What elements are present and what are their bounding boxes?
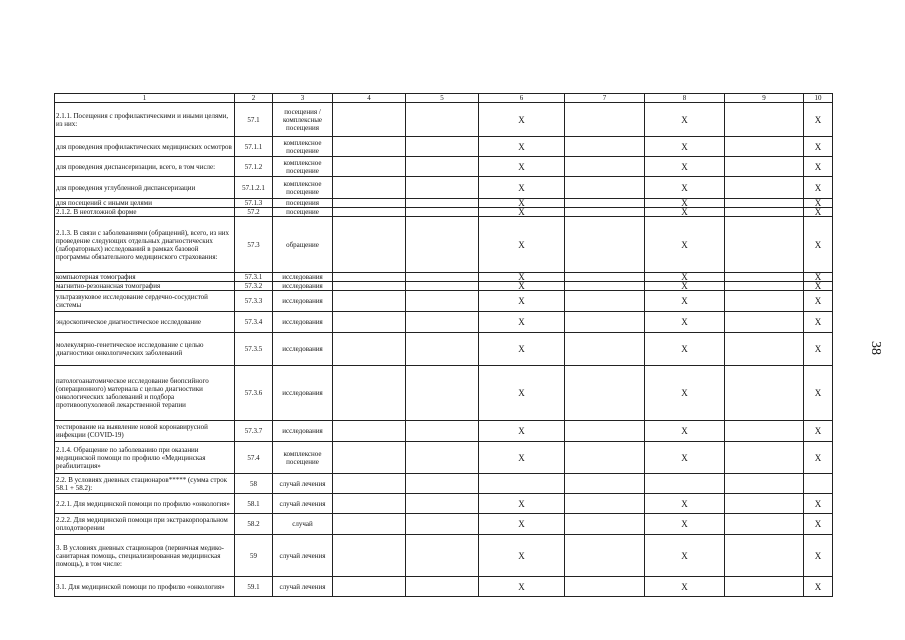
row-unit-cell: посещения / комплексные посещения: [273, 103, 333, 137]
row-col6-cell: Х: [479, 177, 565, 199]
row-unit-cell: случай лечения: [273, 577, 333, 597]
row-unit-cell: обращение: [273, 217, 333, 273]
row-col7-cell: [565, 312, 645, 333]
row-col8-cell: Х: [645, 273, 725, 282]
header-cell: 8: [645, 94, 725, 103]
row-col9-cell: [725, 177, 804, 199]
table-row: [55, 291, 833, 312]
row-code-cell: 59: [235, 535, 273, 577]
row-unit-cell: случай лечения: [273, 535, 333, 577]
row-col6-cell: Х: [479, 282, 565, 291]
header-cell: 2: [235, 94, 273, 103]
row-col5-cell: [406, 199, 479, 208]
row-unit-cell: исследования: [273, 282, 333, 291]
row-col9-cell: [725, 494, 804, 514]
row-col9-cell: [725, 273, 804, 282]
header-cell: 3: [273, 94, 333, 103]
row-col4-cell: [333, 535, 406, 577]
row-col10-cell: Х: [804, 494, 833, 514]
row-col9-cell: [725, 282, 804, 291]
row-code-cell: 59.1: [235, 577, 273, 597]
row-col7-cell: [565, 282, 645, 291]
row-col6-cell: Х: [479, 312, 565, 333]
table-row: [55, 273, 833, 282]
row-col8-cell: Х: [645, 333, 725, 366]
row-code-cell: 57.1.2.1: [235, 177, 273, 199]
row-col7-cell: [565, 157, 645, 177]
row-unit-cell: исследования: [273, 312, 333, 333]
row-col5-cell: [406, 273, 479, 282]
row-col5-cell: [406, 366, 479, 421]
row-col5-cell: [406, 442, 479, 474]
table-row: [55, 577, 833, 597]
row-code-cell: 58: [235, 474, 273, 494]
row-col4-cell: [333, 474, 406, 494]
row-col5-cell: [406, 535, 479, 577]
row-name-cell: 3. В условиях дневных стационаров (первичная медико-санитарная помощь, специализированная медицинская помощь), в том числе:: [55, 535, 235, 577]
row-unit-cell: комплексное посещение: [273, 157, 333, 177]
row-col8-cell: Х: [645, 282, 725, 291]
row-col7-cell: [565, 577, 645, 597]
header-cell: 1: [55, 94, 235, 103]
row-col9-cell: [725, 291, 804, 312]
row-col4-cell: [333, 494, 406, 514]
row-col7-cell: [565, 199, 645, 208]
row-col7-cell: [565, 514, 645, 535]
row-col7-cell: [565, 421, 645, 442]
row-col9-cell: [725, 333, 804, 366]
row-code-cell: 57.1.3: [235, 199, 273, 208]
row-col4-cell: [333, 421, 406, 442]
row-col10-cell: Х: [804, 199, 833, 208]
row-col6-cell: Х: [479, 421, 565, 442]
row-col4-cell: [333, 312, 406, 333]
row-col10-cell: Х: [804, 312, 833, 333]
row-col8-cell: [645, 474, 725, 494]
row-code-cell: 57.1.2: [235, 157, 273, 177]
row-col10-cell: Х: [804, 208, 833, 217]
row-col9-cell: [725, 217, 804, 273]
row-name-cell: компьютерная томография: [55, 273, 235, 282]
row-unit-cell: исследования: [273, 291, 333, 312]
row-unit-cell: исследования: [273, 273, 333, 282]
row-col7-cell: [565, 273, 645, 282]
row-col10-cell: Х: [804, 157, 833, 177]
row-col6-cell: Х: [479, 442, 565, 474]
row-col9-cell: [725, 157, 804, 177]
row-name-cell: 2.1.4. Обращение по заболеванию при оказании медицинской помощи по профилю «Медицинская реабилитация»: [55, 442, 235, 474]
document-sheet: [54, 93, 833, 597]
row-col4-cell: [333, 366, 406, 421]
row-col9-cell: [725, 421, 804, 442]
row-col8-cell: Х: [645, 514, 725, 535]
row-col8-cell: Х: [645, 177, 725, 199]
table-row: [55, 312, 833, 333]
row-col5-cell: [406, 577, 479, 597]
row-col9-cell: [725, 208, 804, 217]
row-col8-cell: Х: [645, 199, 725, 208]
row-col6-cell: Х: [479, 366, 565, 421]
row-col5-cell: [406, 514, 479, 535]
row-col9-cell: [725, 312, 804, 333]
row-col8-cell: Х: [645, 208, 725, 217]
row-col10-cell: Х: [804, 535, 833, 577]
row-col10-cell: Х: [804, 514, 833, 535]
row-code-cell: 58.2: [235, 514, 273, 535]
row-unit-cell: комплексное посещение: [273, 137, 333, 157]
table-body: [55, 103, 833, 597]
row-col8-cell: Х: [645, 442, 725, 474]
table-row: [55, 217, 833, 273]
row-col4-cell: [333, 273, 406, 282]
table-row: [55, 535, 833, 577]
row-name-cell: 2.1.1. Посещения с профилактическими и иными целями, из них:: [55, 103, 235, 137]
row-col5-cell: [406, 177, 479, 199]
row-col10-cell: Х: [804, 421, 833, 442]
header-cell: 5: [406, 94, 479, 103]
table-row: [55, 333, 833, 366]
row-col6-cell: Х: [479, 333, 565, 366]
row-col4-cell: [333, 282, 406, 291]
row-name-cell: для проведения профилактических медицинских осмотров: [55, 137, 235, 157]
table-row: [55, 282, 833, 291]
header-cell: 4: [333, 94, 406, 103]
row-col4-cell: [333, 442, 406, 474]
table-row: [55, 474, 833, 494]
row-name-cell: эндоскопическое диагностическое исследование: [55, 312, 235, 333]
row-col5-cell: [406, 312, 479, 333]
row-name-cell: 3.1. Для медицинской помощи по профилю «онкология»: [55, 577, 235, 597]
row-col6-cell: Х: [479, 291, 565, 312]
row-col10-cell: Х: [804, 177, 833, 199]
table-row: [55, 137, 833, 157]
row-col10-cell: Х: [804, 137, 833, 157]
row-col8-cell: Х: [645, 577, 725, 597]
row-col4-cell: [333, 103, 406, 137]
table-row: [55, 199, 833, 208]
row-col9-cell: [725, 535, 804, 577]
row-col4-cell: [333, 291, 406, 312]
row-col5-cell: [406, 494, 479, 514]
row-name-cell: 2.2.1. Для медицинской помощи по профилю «онкология»: [55, 494, 235, 514]
row-col4-cell: [333, 157, 406, 177]
row-col7-cell: [565, 442, 645, 474]
row-unit-cell: посещения: [273, 199, 333, 208]
row-col8-cell: Х: [645, 535, 725, 577]
row-col5-cell: [406, 217, 479, 273]
row-unit-cell: случай: [273, 514, 333, 535]
row-col7-cell: [565, 535, 645, 577]
row-col6-cell: Х: [479, 137, 565, 157]
row-col8-cell: Х: [645, 366, 725, 421]
row-name-cell: 2.1.2. В неотложной форме: [55, 208, 235, 217]
row-col5-cell: [406, 333, 479, 366]
row-col8-cell: Х: [645, 137, 725, 157]
row-name-cell: ультразвуковое исследование сердечно-сосудистой системы: [55, 291, 235, 312]
row-col7-cell: [565, 208, 645, 217]
row-col8-cell: Х: [645, 157, 725, 177]
header-cell: 7: [565, 94, 645, 103]
row-col6-cell: Х: [479, 514, 565, 535]
row-code-cell: 57.1.1: [235, 137, 273, 157]
row-col5-cell: [406, 157, 479, 177]
row-name-cell: 2.2. В условиях дневных стационаров***** (сумма строк 58.1 + 58.2):: [55, 474, 235, 494]
table-row: [55, 208, 833, 217]
row-unit-cell: исследования: [273, 333, 333, 366]
row-code-cell: 57.3.6: [235, 366, 273, 421]
row-code-cell: 57.3: [235, 217, 273, 273]
row-col8-cell: Х: [645, 291, 725, 312]
row-col6-cell: Х: [479, 273, 565, 282]
header-cell: 10: [804, 94, 833, 103]
header-cell: 6: [479, 94, 565, 103]
row-col5-cell: [406, 474, 479, 494]
row-name-cell: для проведения диспансеризации, всего, в том числе:: [55, 157, 235, 177]
row-col7-cell: [565, 137, 645, 157]
row-col10-cell: Х: [804, 366, 833, 421]
header-row: [55, 94, 833, 103]
row-col7-cell: [565, 333, 645, 366]
row-col4-cell: [333, 177, 406, 199]
row-col10-cell: Х: [804, 577, 833, 597]
row-col4-cell: [333, 208, 406, 217]
table-row: [55, 366, 833, 421]
row-code-cell: 57.1: [235, 103, 273, 137]
row-code-cell: 57.3.7: [235, 421, 273, 442]
row-unit-cell: комплексное посещение: [273, 442, 333, 474]
table-row: [55, 494, 833, 514]
row-unit-cell: посещение: [273, 208, 333, 217]
row-col9-cell: [725, 514, 804, 535]
row-col4-cell: [333, 577, 406, 597]
row-col10-cell: Х: [804, 103, 833, 137]
row-col5-cell: [406, 421, 479, 442]
row-col6-cell: Х: [479, 103, 565, 137]
header-cell: 9: [725, 94, 804, 103]
row-name-cell: 2.1.3. В связи с заболеваниями (обращений), всего, из них проведение следующих отдельных диагностических (лабораторных) исследований в рамках базовой программы обязательного медицинского страхования:: [55, 217, 235, 273]
table-row: [55, 177, 833, 199]
row-code-cell: 57.3.4: [235, 312, 273, 333]
row-col4-cell: [333, 199, 406, 208]
row-col4-cell: [333, 333, 406, 366]
row-col10-cell: Х: [804, 273, 833, 282]
row-col10-cell: [804, 474, 833, 494]
row-col6-cell: [479, 474, 565, 494]
row-col7-cell: [565, 291, 645, 312]
row-col10-cell: Х: [804, 291, 833, 312]
table-row: [55, 157, 833, 177]
row-code-cell: 58.1: [235, 494, 273, 514]
row-col6-cell: Х: [479, 208, 565, 217]
row-col8-cell: Х: [645, 217, 725, 273]
row-name-cell: патологоанатомическое исследование биопсийного (операционного) материала с целью диагностики онкологических заболеваний и подбора противоопухолевой лекарственной терапии: [55, 366, 235, 421]
row-col9-cell: [725, 442, 804, 474]
row-code-cell: 57.3.2: [235, 282, 273, 291]
row-col5-cell: [406, 103, 479, 137]
row-col10-cell: Х: [804, 217, 833, 273]
row-col4-cell: [333, 217, 406, 273]
row-col5-cell: [406, 282, 479, 291]
row-name-cell: 2.2.2. Для медицинской помощи при экстракорпоральном оплодотворении: [55, 514, 235, 535]
row-col5-cell: [406, 137, 479, 157]
row-name-cell: магнитно-резонансная томография: [55, 282, 235, 291]
data-table: [54, 93, 833, 597]
row-col6-cell: Х: [479, 494, 565, 514]
row-col6-cell: Х: [479, 217, 565, 273]
row-code-cell: 57.2: [235, 208, 273, 217]
row-col5-cell: [406, 291, 479, 312]
row-unit-cell: комплексное посещение: [273, 177, 333, 199]
row-col6-cell: Х: [479, 535, 565, 577]
row-col10-cell: Х: [804, 282, 833, 291]
row-col8-cell: Х: [645, 103, 725, 137]
row-code-cell: 57.3.1: [235, 273, 273, 282]
row-col10-cell: Х: [804, 333, 833, 366]
row-code-cell: 57.3.3: [235, 291, 273, 312]
row-col4-cell: [333, 137, 406, 157]
row-unit-cell: случай лечения: [273, 494, 333, 514]
row-col7-cell: [565, 177, 645, 199]
row-code-cell: 57.4: [235, 442, 273, 474]
row-name-cell: тестирование на выявление новой коронавирусной инфекции (COVID-19): [55, 421, 235, 442]
table-row: [55, 103, 833, 137]
row-col7-cell: [565, 217, 645, 273]
row-col7-cell: [565, 474, 645, 494]
row-col8-cell: Х: [645, 494, 725, 514]
table-row: [55, 442, 833, 474]
row-name-cell: молекулярно-генетическое исследование с целью диагностики онкологических заболеваний: [55, 333, 235, 366]
row-unit-cell: исследования: [273, 421, 333, 442]
row-col10-cell: Х: [804, 442, 833, 474]
row-col9-cell: [725, 366, 804, 421]
row-unit-cell: случай лечения: [273, 474, 333, 494]
row-col4-cell: [333, 514, 406, 535]
row-col9-cell: [725, 577, 804, 597]
row-col6-cell: Х: [479, 577, 565, 597]
row-code-cell: 57.3.5: [235, 333, 273, 366]
row-unit-cell: исследования: [273, 366, 333, 421]
row-name-cell: для посещений с иными целями: [55, 199, 235, 208]
row-col9-cell: [725, 137, 804, 157]
table-row: [55, 514, 833, 535]
row-col5-cell: [406, 208, 479, 217]
row-col7-cell: [565, 494, 645, 514]
row-col9-cell: [725, 103, 804, 137]
page-number: 38: [868, 341, 883, 355]
row-col7-cell: [565, 103, 645, 137]
table-row: [55, 421, 833, 442]
row-col6-cell: Х: [479, 199, 565, 208]
row-col9-cell: [725, 474, 804, 494]
row-col9-cell: [725, 199, 804, 208]
row-col6-cell: Х: [479, 157, 565, 177]
row-col7-cell: [565, 366, 645, 421]
row-col8-cell: Х: [645, 421, 725, 442]
row-col8-cell: Х: [645, 312, 725, 333]
row-name-cell: для проведения углубленной диспансеризации: [55, 177, 235, 199]
